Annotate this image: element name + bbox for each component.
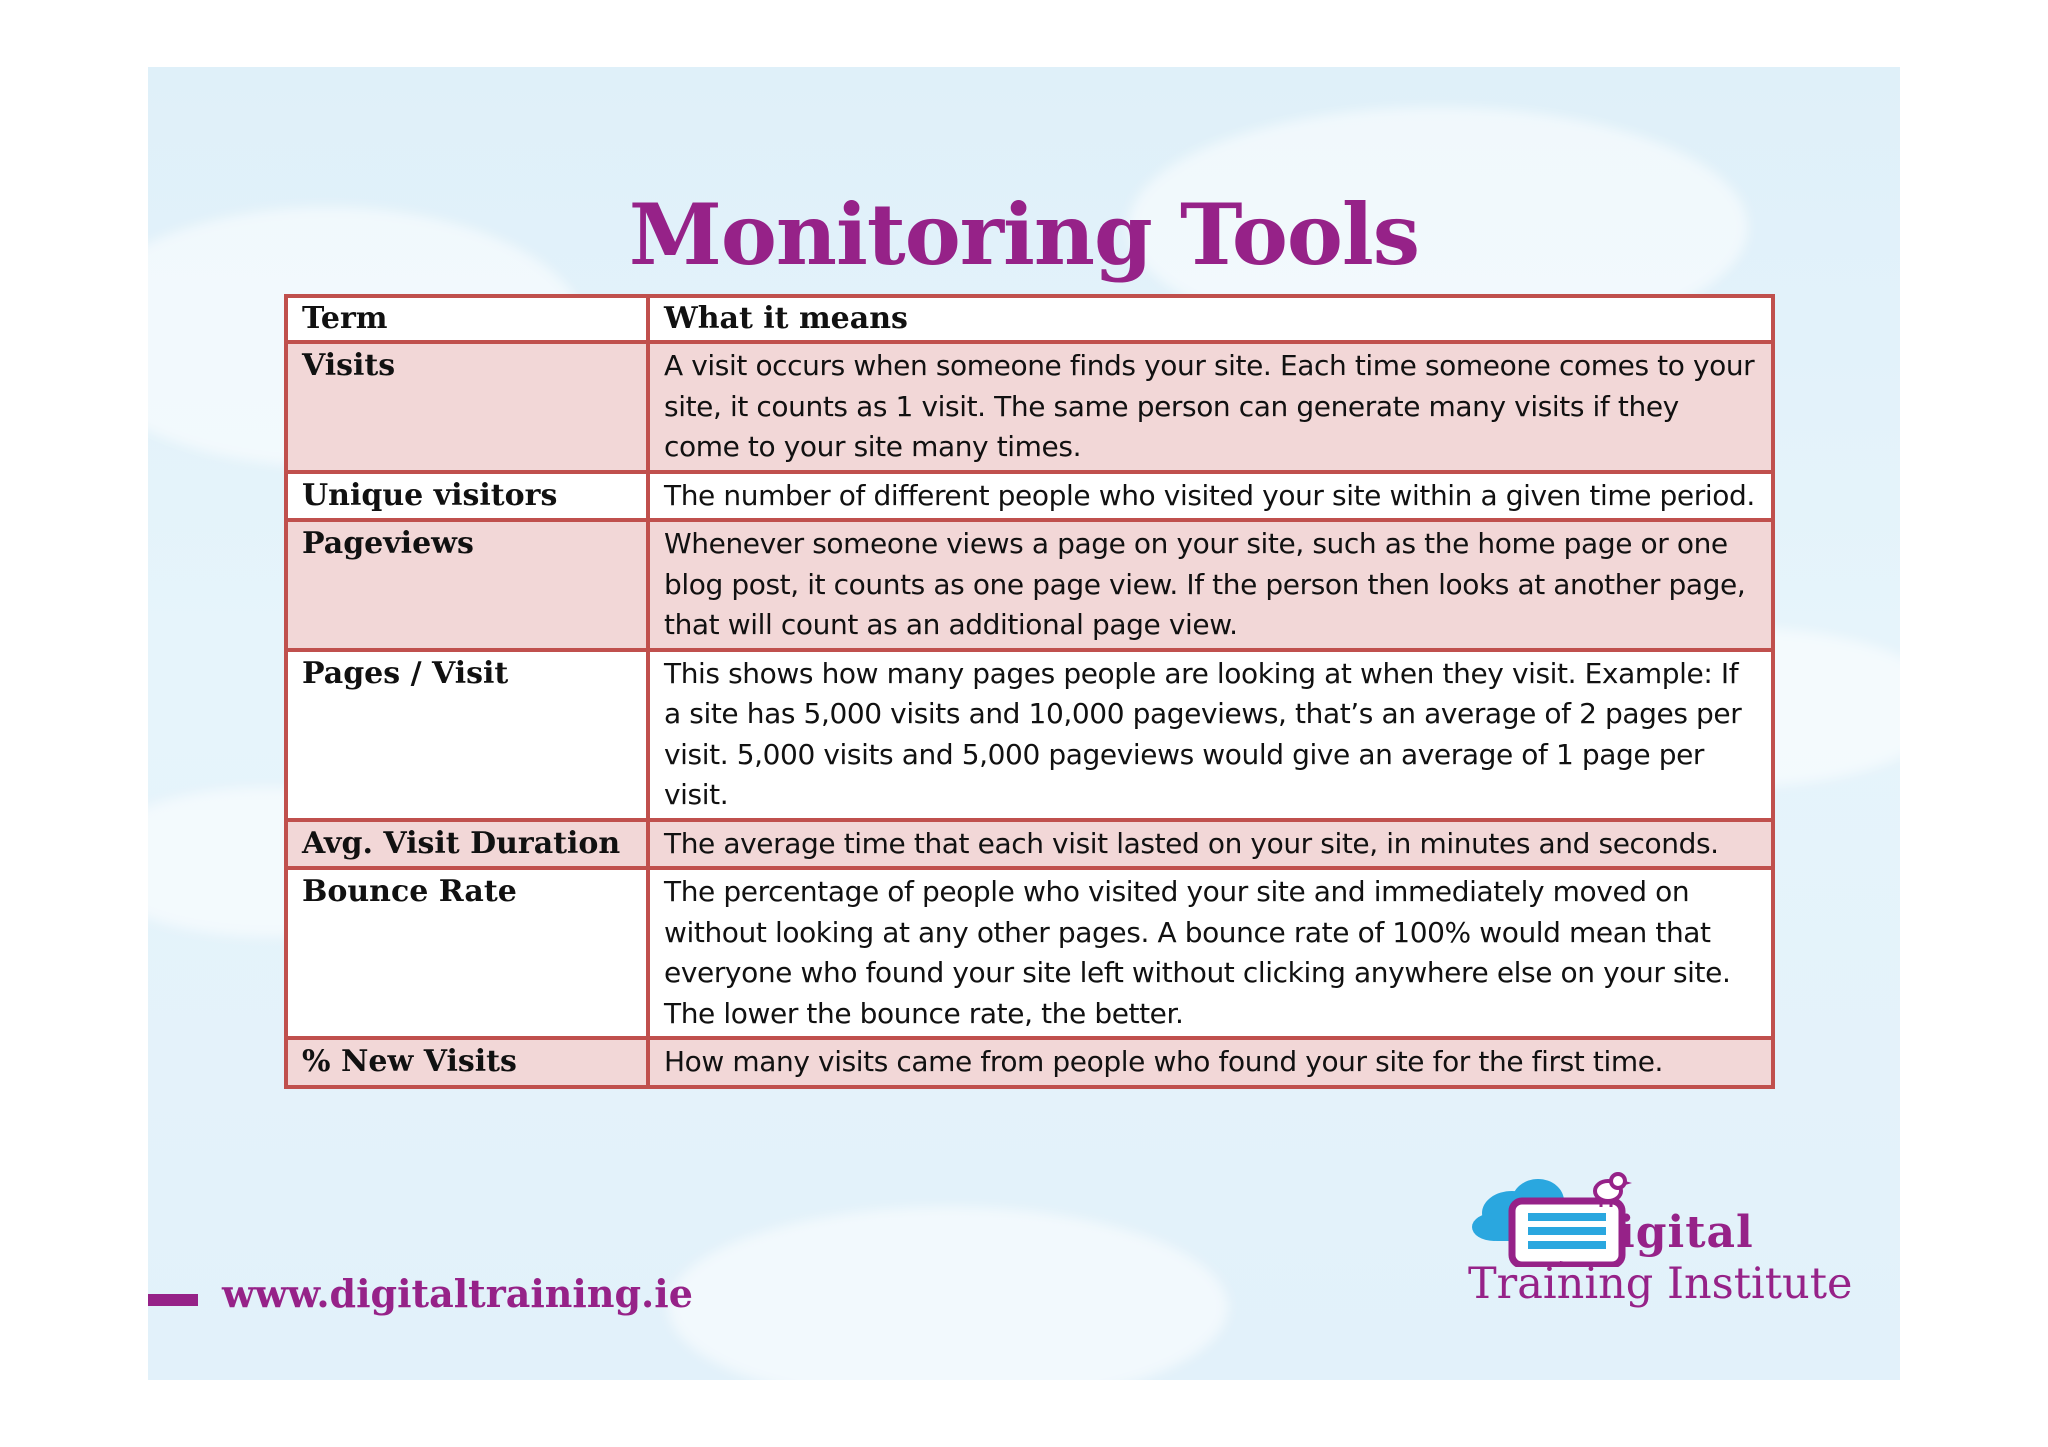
table-row <box>286 520 1773 650</box>
table-row <box>286 868 1773 1038</box>
meaning-cell: The average time that each visit lasted on your site, in minutes and seconds. <box>648 820 1773 869</box>
term-cell: Bounce Rate <box>286 868 648 1038</box>
url-accent-bar <box>148 1294 198 1306</box>
table-row <box>286 820 1773 869</box>
website-link[interactable]: www.digitaltraining.ie <box>222 1271 693 1316</box>
meaning-cell: The percentage of people who visited your site and immediately moved on without looking at any other pages. A bounce rate of 100% would mean that everyone who found your site left without clicking anywhere else on your site. The lower the bounce rate, the better. <box>648 868 1773 1038</box>
term-cell: Unique visitors <box>286 472 648 521</box>
header-meaning: What it means <box>648 296 1773 342</box>
term-cell: % New Visits <box>286 1038 648 1087</box>
logo-wordmark: igital <box>1618 1207 1754 1258</box>
table-row <box>286 650 1773 820</box>
term-cell: Pages / Visit <box>286 650 648 820</box>
logo-subtitle: Training Institute <box>1468 1259 1853 1309</box>
meaning-cell: How many visits came from people who found your site for the first time. <box>648 1038 1773 1087</box>
terms-table <box>284 294 1775 1089</box>
background-cloud <box>668 1207 1228 1380</box>
term-cell: Avg. Visit Duration <box>286 820 648 869</box>
meaning-cell: Whenever someone views a page on your site, such as the home page or one blog post, it counts as one page view. If the person then looks at another page, that will count as an additional page view. <box>648 520 1773 650</box>
slide-title: Monitoring Tools <box>628 185 1420 284</box>
meaning-cell: A visit occurs when someone finds your site. Each time someone comes to your site, it counts as 1 visit. The same person can generate many visits if they come to your site many times. <box>648 342 1773 472</box>
term-cell: Visits <box>286 342 648 472</box>
meaning-cell: The number of different people who visited your site within a given time period. <box>648 472 1773 521</box>
table-row <box>286 1038 1773 1087</box>
header-term: Term <box>286 296 648 342</box>
meaning-cell: This shows how many pages people are looking at when they visit. Example: If a site has 5,000 visits and 10,000 pageviews, that’s an average of 2 pages per visit. 5,000 visits and 5,000 pageviews would give an average of 1 page per visit. <box>648 650 1773 820</box>
table-header-row <box>286 296 1773 342</box>
slide <box>148 67 1900 1380</box>
term-cell: Pageviews <box>286 520 648 650</box>
table-row <box>286 472 1773 521</box>
digital-training-institute-logo <box>1468 1167 1868 1317</box>
table-row <box>286 342 1773 472</box>
